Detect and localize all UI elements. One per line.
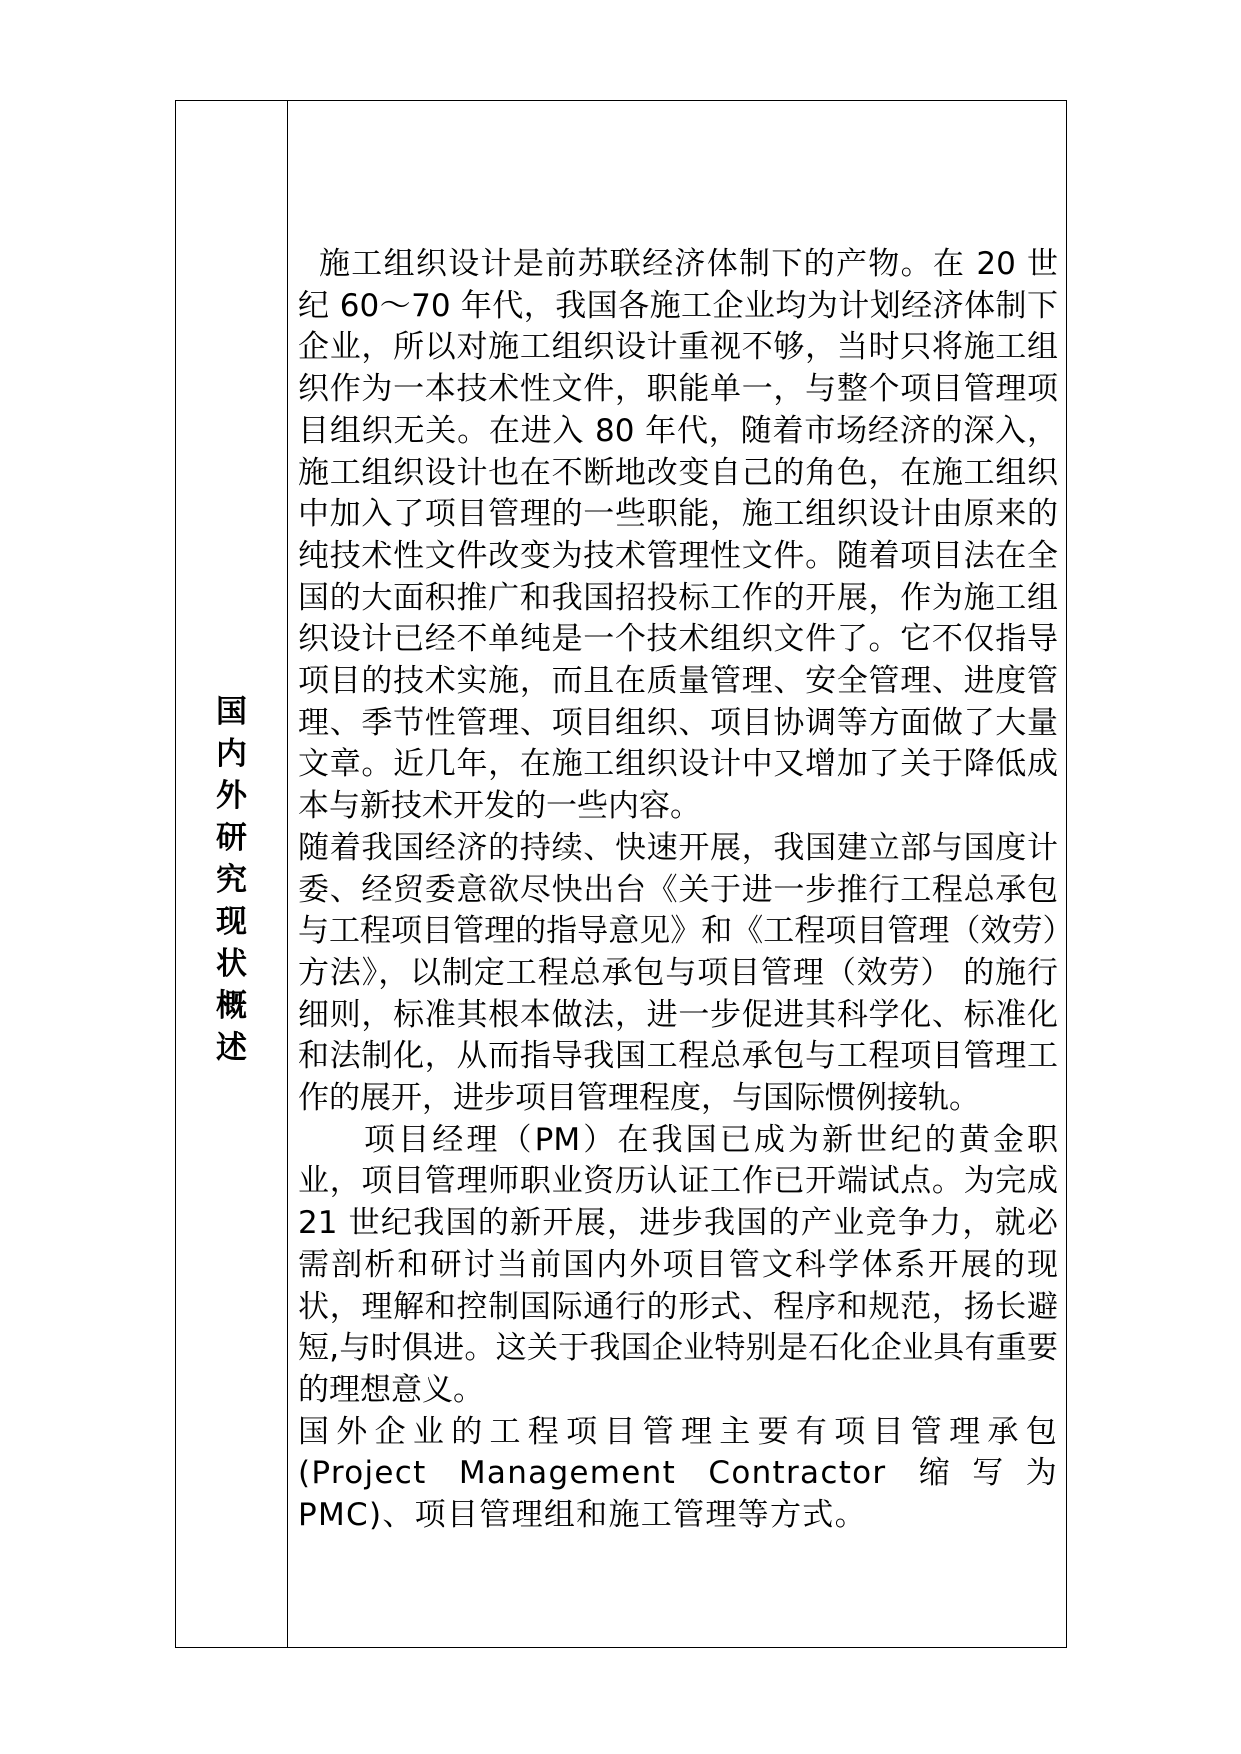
section-label-char: 内: [216, 736, 247, 772]
section-label-char: 外: [216, 778, 247, 814]
paragraph-project-manager: 项目经理（PM）在我国已成为新世纪的黄金职业，项目管理师职业资历认证工作已开端试点。为完成 21 世纪我国的新开展，进步我国的产业竞争力，就必需剖析和研讨当前国内外项目管文科学体系开展的现状，理解和控制国际通行的形式、程序和规范，扬长避短,与时俱进。这关于我国企业特别是石化企业具有重要的理想意义。: [298, 1121, 1058, 1408]
content-body: [298, 244, 1058, 1537]
section-label-char: 研: [216, 820, 247, 856]
content-cell: [288, 101, 1066, 1647]
section-label-char: 状: [216, 946, 247, 982]
paragraph-construction-design: 施工组织设计是前苏联经济体制下的产物。在 20 世纪 60～70 年代，我国各施工企业均为计划经济体制下企业，所以对施工组织设计重视不够，当时只将施工组织作为一本技术性文件，职能单一，与整个项目管理项目组织无关。在进入 80 年代，随着市场经济的深入，施工组织设计也在不断地改变自己的角色，在施工组织中加入了项目管理的一些职能，施工组织设计由原来的纯技术性文件改变为技术管理性文件。随着项目法在全国的大面积推广和我国招投标工作的开展，作为施工组织设计已经不单纯是一个技术组织文件了。它不仅指导项目的技术实施，而且在质量管理、安全管理、进度管理、季节性管理、项目组织、项目协调等方面做了大量文章。近几年，在施工组织设计中又增加了关于降低成本与新技术开发的一些内容。: [298, 246, 1058, 825]
section-label-cell: [176, 101, 288, 1647]
section-label-char: 究: [216, 862, 247, 898]
section-label-char: 现: [216, 904, 247, 940]
section-label-char: 概: [216, 988, 247, 1024]
paragraph-project-management-policy: 随着我国经济的持续、快速开展，我国建立部与国度计委、经贸委意欲尽快出台《关于进一步推行工程总承包与工程项目管理的指导意见》和《工程项目管理（效劳）方法》，以制定工程总承包与项目管理（效劳） 的施行细则，标准其根本做法，进一步促进其科学化、标准化和法制化，从而指导我国工程总承包与工程项目管理工作的展开，进步项目管理程度，与国际惯例接轨。: [298, 829, 1058, 1117]
section-label: [176, 691, 287, 1069]
section-label-char: 述: [216, 1030, 247, 1066]
paragraph-foreign-management: 国外企业的工程项目管理主要有项目管理承包(Project Management Contractor 缩写为 PMC)、项目管理组和施工管理等方式。: [298, 1413, 1058, 1534]
document-table: [175, 100, 1067, 1648]
section-label-char: 国: [216, 694, 247, 730]
